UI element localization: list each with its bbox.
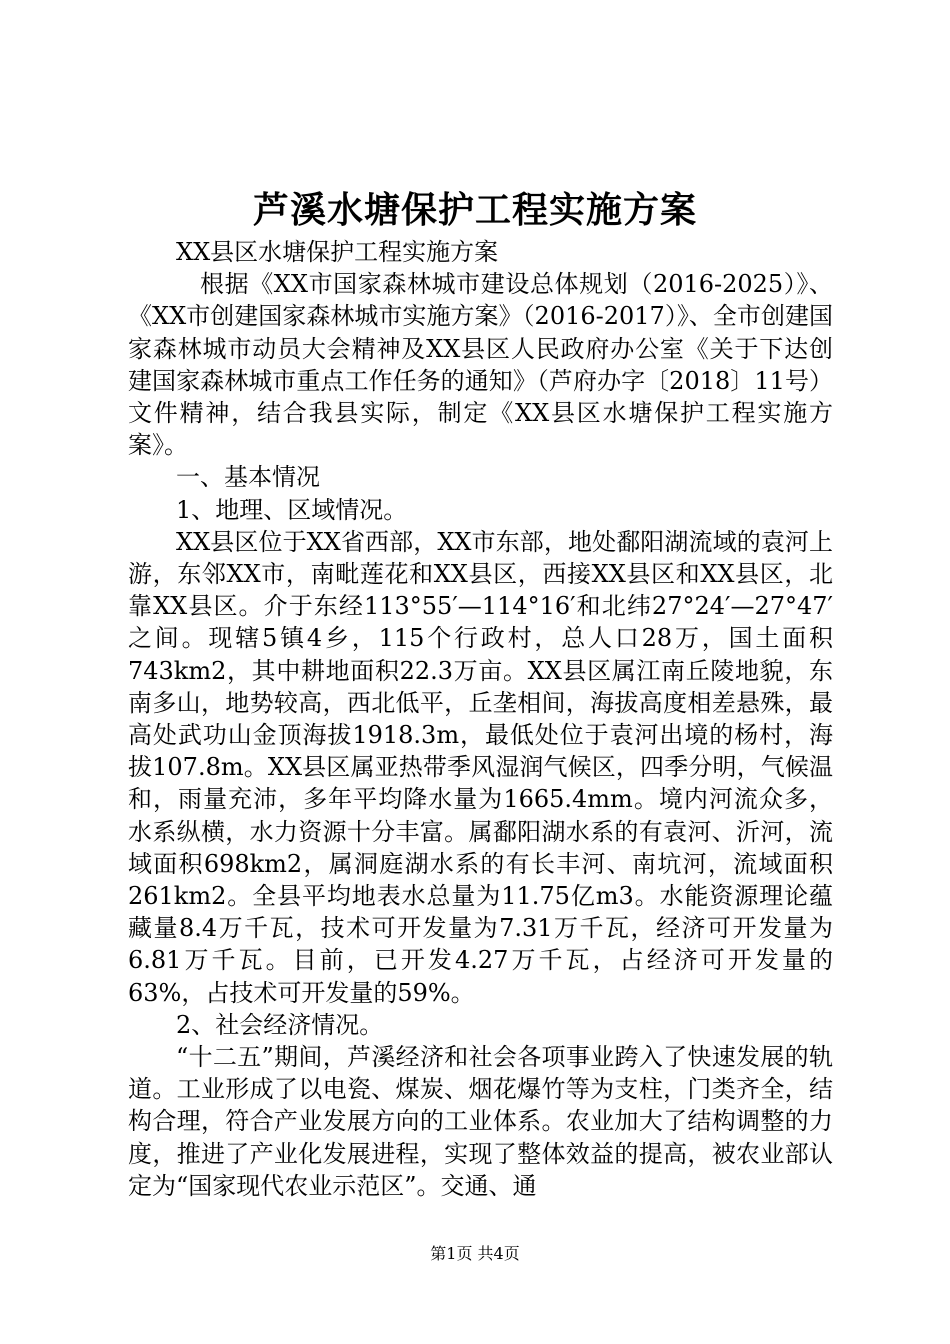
paragraph: “十二五”期间，芦溪经济和社会各项事业跨入了快速发展的轨道。工业形成了以电瓷、煤炭、烟花爆竹等为支柱，门类齐全，结构合理，符合产业发展方向的工业体系。农业加大了结构调整的力度，推进了产业化发展进程，实现了整体效益的提高，被农业部认定为“国家现代农业示范区”。交通、通: [128, 1043, 833, 1200]
paragraph: XX县区位于XX省西部，XX市东部，地处鄱阳湖流域的袁河上游，东邻XX市，南毗莲花和XX县区，西接XX县区和XX县区，北靠XX县区。介于东经113°55′—114°16′和北纬27°24′—27°47′之间。现辖5镇4乡，115个行政村，总人口28万，国土面积743km2，其中耕地面积22.3万亩。XX县区属江南丘陵地貌，东南多山，地势较高，西北低平，丘垄相间，海拔高度相差悬殊，最高处武功山金顶海拔1918.3m，最低处位于袁河出境的杨村，海拔107.8m。XX县区属亚热带季风湿润气候区，四季分明，气候温和，雨量充沛，多年平均降水量为1665.4mm。境内河流众多，水系纵横，水力资源十分丰富。属鄱阳湖水系的有袁河、沂河，流域面积698km2，属洞庭湖水系的有长丰河、南坑河，流域面积261km2。全县平均地表水总量为11.75亿m3。水能资源理论蕴藏量8.4万千瓦，技术可开发量为7.31万千瓦，经济可开发量为6.81万千瓦。目前，已开发4.27万千瓦，占经济可开发量的63%，占技术可开发量的59%。: [128, 527, 833, 1007]
paragraph: 1、地理、区域情况。: [176, 495, 408, 524]
paragraph: 2、社会经济情况。: [176, 1010, 384, 1039]
page-footer: 第1页 共4页: [430, 1244, 520, 1263]
document-title: 芦溪水塘保护工程实施方案: [252, 189, 697, 231]
document-body: [128, 236, 833, 1202]
paragraph: XX县区水塘保护工程实施方案: [176, 238, 499, 266]
paragraph: 一、基本情况: [176, 463, 320, 492]
paragraph: 根据《XX市国家森林城市建设总体规划（2016-2025）》、《XX市创建国家森林城市实施方案》（2016-2017）》、全市创建国家森林城市动员大会精神及XX县区人民政府办公室《关于下达创建国家森林城市重点工作任务的通知》（芦府办字〔2018〕11号）文件精神，结合我县实际，制定《XX县区水塘保护工程实施方案》。: [128, 270, 833, 460]
